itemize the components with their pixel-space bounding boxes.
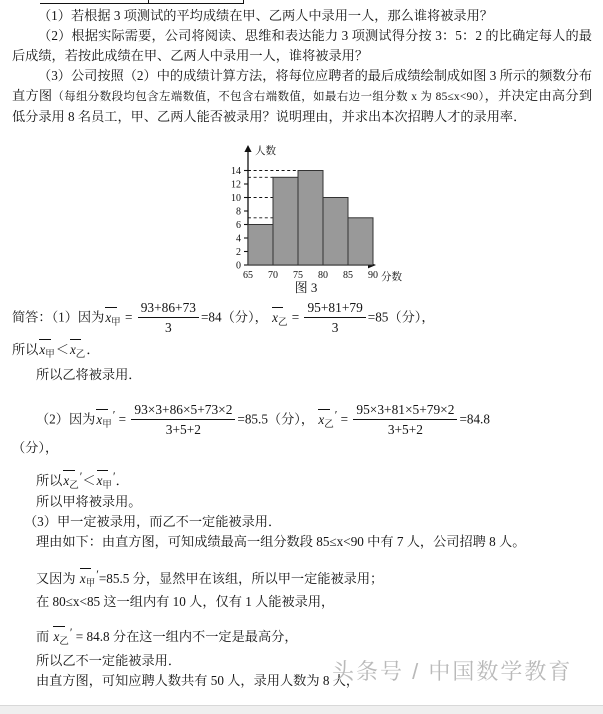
bar-70-75 (273, 177, 298, 265)
solution-compare-q2 (36, 468, 603, 495)
mean-yi-x-cmp: x (69, 342, 76, 357)
question-3-note: （每组分数段均包含左端数值，不包含右端数值，如最右边一组分数 x 为 85≤x<90） (52, 90, 485, 103)
q3-because-tail: =85.5 分，显然甲在该组，所以甲一定能被录用； (98, 571, 384, 586)
result-yi-q2: =84.8 (459, 411, 490, 427)
prime-mark-jia: ′ (112, 407, 116, 422)
svg-text:0: 0 (236, 260, 241, 272)
svg-text:80: 80 (318, 270, 328, 281)
mean-yi-prime-x: x (318, 411, 325, 427)
figure-caption-number: 3 (310, 280, 318, 295)
bar-75-80 (298, 171, 323, 266)
mean-yi-symbol (271, 309, 288, 332)
histogram-svg (186, 143, 426, 298)
mean-yi-prime-symbol (317, 411, 334, 434)
bar-80-85 (323, 198, 348, 266)
solution-q2-lead: （2）因为 (36, 411, 96, 427)
fraction-jia-q2-numerator: 93×3+86×5+73×2 (131, 401, 235, 420)
table-bottom-border-remnant (148, 0, 244, 4)
svg-text:75: 75 (293, 270, 303, 281)
bar-65-70 (248, 225, 273, 266)
mean-jia-prime-x: x (96, 411, 103, 427)
y-tick-labels (231, 166, 241, 272)
mean-jia-symbol-cmp (38, 341, 55, 364)
compare-tail-q1: ． (86, 342, 100, 357)
solution-compare-q1 (12, 341, 597, 364)
prime-mark-jia-cmp: ′ (112, 469, 116, 483)
fraction-yi-q2-denominator: 3+5+2 (387, 422, 424, 437)
mean-jia-subscript-cmp: 甲 (45, 350, 55, 360)
prime-mark-yi-cmp: ′ (79, 469, 83, 483)
figure-caption-label: 图 (294, 280, 308, 295)
mean-jia-prime-subscript: 甲 (102, 419, 112, 430)
solution-q3-conclusion: 所以乙不一定能被录用． (36, 653, 182, 668)
mean-jia-prime-x-cmp: x (96, 473, 103, 488)
compare-prefix-q2: 所以 (36, 473, 63, 488)
question-2: （2）根据实际需要，公司将阅读、思维和表达能力 3 项测试得分按 3：5：2 的比确定每人的最后成绩，若按此成绩在甲、乙两人中录用一人，谁将被录用？ (12, 28, 592, 63)
fraction-yi-q2 (353, 401, 457, 438)
mean-yi-prime-subscript: 乙 (324, 419, 334, 430)
frequency-histogram (186, 143, 426, 298)
svg-text:65: 65 (243, 270, 253, 281)
watermark: 头条号 / 中国数学教育 (332, 659, 573, 684)
svg-text:85: 85 (343, 270, 353, 281)
prime-mark-yi: ′ (334, 407, 338, 422)
fraction-yi-q1 (304, 299, 365, 336)
result-yi-q1: =85（分）， (367, 309, 435, 325)
conclusion-q1: 所以乙将被录用． (36, 367, 142, 382)
svg-text:10: 10 (231, 193, 241, 204)
mean-yi-symbol-cmp (69, 341, 86, 364)
mean-jia-x: x (105, 309, 112, 325)
fraction-jia-q1 (138, 299, 199, 336)
svg-text:4: 4 (236, 233, 241, 245)
mean-jia-prime-symbol-q3 (79, 570, 96, 593)
unit-wrap-q2: （分）， (12, 440, 59, 455)
svg-text:90: 90 (368, 270, 378, 281)
y-axis-arrow (244, 145, 251, 152)
svg-text:8: 8 (236, 206, 241, 218)
compare-operator-q2: ＜ (82, 473, 96, 488)
svg-text:6: 6 (236, 220, 241, 231)
table-bottom-border-remnant-left (40, 0, 148, 4)
solution-q3-total: 由直方图，可知应聘人数共有 50 人，录用人数为 8 人， (36, 673, 360, 688)
mean-jia-subscript: 甲 (111, 317, 121, 328)
mean-yi-subscript-cmp: 乙 (75, 350, 86, 360)
mean-yi-prime-subscript-q3: 乙 (59, 637, 69, 647)
y-axis-title: 人数 (255, 145, 276, 157)
question-1: （1）若根据 3 项测试的平均成绩在甲、乙两人中录用一人，那么谁将被录用？ (38, 8, 493, 23)
svg-text:12: 12 (231, 179, 241, 191)
svg-text:2: 2 (236, 247, 241, 258)
prime-mark-jia-q3: ′ (96, 567, 99, 581)
solution-q3-er (36, 624, 603, 651)
mean-jia-prime-subscript-cmp: 甲 (102, 481, 112, 491)
compare-prefix-q1: 所以 (12, 342, 39, 357)
x-axis-title: 分数 (381, 271, 402, 283)
svg-text:70: 70 (268, 270, 278, 281)
q3-er-prefix: 而 (36, 629, 50, 644)
fraction-jia-denominator: 3 (165, 320, 172, 335)
prime-mark-yi-q3: ′ (69, 625, 73, 639)
fraction-jia-q2-denominator: 3+5+2 (165, 422, 201, 437)
mean-jia-symbol (104, 309, 121, 332)
mean-jia-prime-subscript-q3: 甲 (85, 579, 96, 589)
mean-jia-x-cmp: x (39, 342, 46, 357)
mean-yi-prime-x-cmp: x (63, 473, 70, 488)
bar-85-90 (348, 218, 373, 265)
mean-jia-prime-symbol (95, 411, 112, 434)
mean-yi-prime-subscript-cmp: 乙 (69, 481, 79, 491)
result-jia-q2: =85.5（分）， (237, 411, 315, 427)
solution-q3-reason: 理由如下：由直方图，可知成绩最高一组分数段 85≤x<90 中有 7 人，公司招聘 8 人。 (36, 534, 526, 549)
fraction-yi-numerator: 95+81+79 (304, 299, 365, 318)
fraction-yi-denominator: 3 (331, 320, 339, 335)
fraction-jia-numerator: 93+86+73 (138, 299, 199, 318)
compare-operator-q1: ＜ (55, 342, 69, 357)
solution-q3-because (36, 566, 603, 593)
q3-because-prefix: 又因为 (36, 571, 76, 586)
solution-q3-group80: 在 80≤x<85 这一组内有 10 人，仅有 1 人能被录用， (36, 594, 335, 609)
compare-tail-q2: ． (115, 473, 129, 488)
question-3 (12, 66, 592, 127)
solution-line-q1: 简答：（1）因为x甲 = $\frac{93+86+73}{3}$ =84（分）， x乙 = $\frac{95+81+79}{3}$ =85（分）， (12, 300, 435, 335)
svg-text:14: 14 (231, 166, 241, 177)
mean-yi-subscript: 乙 (277, 317, 288, 328)
mean-yi-x: x (272, 309, 278, 325)
result-jia-q1: =84（分）， (201, 309, 268, 325)
mean-jia-prime-x-q3: x (79, 571, 86, 586)
fraction-jia-q2 (131, 401, 235, 438)
q3-er-tail: = 84.8 分在这一组内不一定是最高分， (75, 629, 298, 644)
figure-caption (186, 277, 426, 296)
fraction-yi-q2-numerator: 95×3+81×5+79×2 (353, 401, 457, 420)
mean-yi-prime-symbol-q3 (52, 628, 69, 651)
conclusion-q2: 所以甲将被录用。 (36, 494, 142, 509)
solution-q3-lead: （3）甲一定被录用，而乙不一定能被录用． (24, 514, 282, 529)
solution-lead: 简答：（1）因为 (12, 309, 105, 325)
question-3-main: （3）公司按照（2）中的成绩计算方法，将每位应聘者的最后成绩绘制成如图 3 所示的频数分布直方图 (12, 68, 592, 103)
solution-line-q2: （2）因为x甲′ = $\frac{93\times 3+86\times 5+73\times 2}{3+5+2}$ =85.5（分）， x乙′ = $\frac{95\times 3+81\times 5+79\times 2}{3+5+2}$ =84.8 (36, 402, 490, 437)
question-3-tail: ，并决定由高分到低分录用 8 名员工，甲、乙两人能否被录用？说明理由，并求出本次招聘人才的录用率． (12, 87, 593, 124)
mean-yi-prime-x-q3: x (53, 629, 60, 644)
